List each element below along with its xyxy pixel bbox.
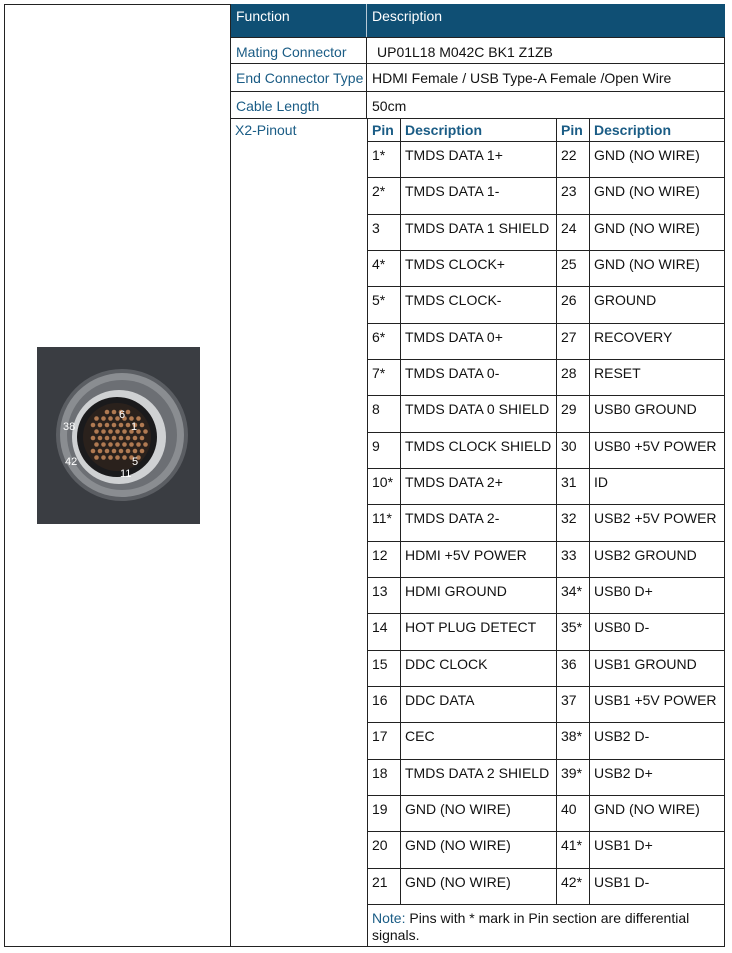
connector-pin — [133, 449, 138, 454]
pin-label-42: 42 — [65, 456, 78, 468]
connector-pin — [108, 455, 113, 460]
pin-description: GND (NO WIRE) — [405, 874, 511, 890]
grid-hline — [367, 141, 725, 142]
connector-pin — [105, 436, 110, 441]
connector-pin — [119, 436, 124, 441]
grid-hline — [367, 759, 725, 760]
pin-description: CEC — [405, 728, 435, 744]
table-header — [231, 4, 725, 37]
end-connector-label: End Connector Type — [236, 70, 364, 86]
pin-description: USB1 +5V POWER — [594, 692, 717, 708]
pin-number: 17 — [372, 728, 388, 744]
pin-number: 26 — [561, 292, 577, 308]
grid-hline — [367, 177, 725, 178]
grid-hline — [367, 541, 725, 542]
pin-number: 33 — [561, 547, 577, 563]
connector-pin — [91, 436, 96, 441]
cable-length-label: Cable Length — [236, 98, 320, 114]
pin-number: 12 — [372, 547, 388, 563]
cable-length-row — [231, 92, 725, 119]
connector-pin — [101, 429, 106, 434]
connector-pin — [94, 455, 99, 460]
pin-number: 18 — [372, 765, 388, 781]
pin-number: 32 — [561, 510, 577, 526]
connector-pin — [98, 436, 103, 441]
pin-description: DDC CLOCK — [405, 656, 488, 672]
pin-description: GND (NO WIRE) — [594, 147, 700, 163]
connector-pin — [140, 423, 145, 428]
pin-label-5: 5 — [132, 456, 139, 468]
connector-pin — [119, 449, 124, 454]
grid-hline — [367, 468, 725, 469]
pin-number: 22 — [561, 147, 577, 163]
grid-hline — [367, 868, 725, 869]
note-text: Pins with * mark in Pin section are differential signals. — [372, 910, 690, 943]
connector-pin — [108, 442, 113, 447]
pin-description: USB0 D- — [594, 619, 650, 635]
connector-pin — [122, 455, 127, 460]
pinout-header-description: Description — [405, 122, 483, 138]
connector-pin — [101, 442, 106, 447]
pin-description: TMDS DATA 1 SHIELD — [405, 220, 550, 236]
end-connector-value: HDMI Female / USB Type-A Female /Open Wire — [372, 70, 672, 86]
connector-pin — [126, 449, 131, 454]
grid-vline — [589, 118, 590, 904]
pin-number: 25 — [561, 256, 577, 272]
mating-connector-label: Mating Connector — [236, 44, 347, 60]
pin-number: 6* — [372, 329, 386, 345]
pin-number: 31 — [561, 474, 577, 490]
pin-description: USB2 D- — [594, 728, 650, 744]
pin-description: TMDS DATA 0+ — [405, 329, 503, 345]
mating-connector-row — [231, 37, 725, 64]
pin-number: 21 — [372, 874, 388, 890]
x2-pinout-label: X2-Pinout — [235, 122, 297, 138]
pin-description: TMDS DATA 0 SHIELD — [405, 401, 550, 417]
pin-number: 4* — [372, 256, 386, 272]
pin-description: TMDS DATA 0- — [405, 365, 500, 381]
pinout-note — [372, 910, 717, 944]
pin-number: 16 — [372, 692, 388, 708]
description-header: Description — [372, 8, 443, 24]
grid-hline — [367, 650, 725, 651]
end-connector-row — [231, 64, 725, 92]
connector-pin — [105, 449, 110, 454]
pinout-header-description2: Description — [594, 122, 672, 138]
grid-vline — [400, 118, 401, 904]
grid-hline — [367, 250, 725, 251]
pin-number: 1* — [372, 147, 386, 163]
pin-description: GND (NO WIRE) — [594, 801, 700, 817]
pin-description: USB1 D+ — [594, 837, 653, 853]
connector-pin — [101, 416, 106, 421]
connector-pin — [126, 410, 131, 415]
pin-description: HOT PLUG DETECT — [405, 619, 537, 635]
connector-pin — [112, 423, 117, 428]
pin-description: USB2 GROUND — [594, 547, 697, 563]
pin-description: GND (NO WIRE) — [594, 220, 700, 236]
connector-pin — [105, 410, 110, 415]
pin-number: 37 — [561, 692, 577, 708]
grid-hline — [367, 504, 725, 505]
connector-pin — [143, 442, 148, 447]
pin-description: GND (NO WIRE) — [405, 837, 511, 853]
grid-hline — [367, 722, 725, 723]
pin-number: 36 — [561, 656, 577, 672]
pin-description: USB2 D+ — [594, 765, 653, 781]
note-key: Note: — [372, 910, 406, 926]
pin-number: 28 — [561, 365, 577, 381]
function-header: Function — [236, 8, 290, 24]
connector-pin — [122, 429, 127, 434]
pin-label-38: 38 — [63, 421, 76, 433]
connector-pin — [98, 449, 103, 454]
pin-label-1: 1 — [131, 421, 138, 433]
grid-hline — [367, 359, 725, 360]
pin-description: HDMI +5V POWER — [405, 547, 527, 563]
mating-connector-value: UP01L18 M042C BK1 Z1ZB — [377, 44, 553, 60]
connector-pin — [122, 442, 127, 447]
grid-vline — [556, 118, 557, 904]
connector-pin — [115, 429, 120, 434]
pin-number: 19 — [372, 801, 388, 817]
grid-hline — [367, 395, 725, 396]
pin-number: 15 — [372, 656, 388, 672]
pin-number: 11* — [372, 510, 392, 526]
pin-number: 38* — [561, 728, 583, 744]
grid-vline — [367, 118, 368, 946]
pin-number: 35* — [561, 619, 583, 635]
grid-hline — [367, 795, 725, 796]
pin-number: 24 — [561, 220, 577, 236]
pin-number: 10* — [372, 474, 394, 490]
pin-number: 13 — [372, 583, 388, 599]
connector-pin — [112, 436, 117, 441]
connector-pin — [98, 423, 103, 428]
connector-pin — [119, 423, 124, 428]
pin-label-11: 11 — [120, 468, 132, 480]
cable-length-value: 50cm — [372, 98, 407, 114]
pin-number: 14 — [372, 619, 388, 635]
pin-description: TMDS CLOCK- — [405, 292, 502, 308]
pin-description: GND (NO WIRE) — [594, 256, 700, 272]
connector-pin — [94, 442, 99, 447]
grid-hline — [367, 323, 725, 324]
pin-description: GND (NO WIRE) — [405, 801, 511, 817]
grid-hline — [367, 831, 725, 832]
grid-hline — [367, 577, 725, 578]
pin-description: GND (NO WIRE) — [594, 183, 700, 199]
connector-pin — [140, 436, 145, 441]
connector-pin — [143, 429, 148, 434]
connector-pin — [108, 416, 113, 421]
connector-pin — [105, 423, 110, 428]
pin-number: 41* — [561, 837, 583, 853]
connector-pin — [94, 416, 99, 421]
pin-description: ID — [594, 474, 608, 490]
pin-description: USB0 GROUND — [594, 401, 697, 417]
grid-hline — [367, 214, 725, 215]
connector-pin — [136, 442, 141, 447]
pin-number: 8 — [372, 401, 380, 417]
connector-pin — [129, 442, 134, 447]
connector-pin — [101, 455, 106, 460]
pin-number: 7* — [372, 365, 386, 381]
pin-description: USB0 +5V POWER — [594, 438, 717, 454]
pin-number: 20 — [372, 837, 388, 853]
connector-pin — [112, 449, 117, 454]
connector-pin — [115, 455, 120, 460]
pin-number: 42* — [561, 874, 583, 890]
connector-illustration — [37, 347, 200, 524]
connector-photo — [37, 347, 200, 524]
connector-pin — [115, 442, 120, 447]
grid-hline — [367, 904, 725, 905]
pin-description: USB0 D+ — [594, 583, 653, 599]
grid-hline — [367, 686, 725, 687]
pin-number: 2* — [372, 183, 386, 199]
pin-number: 9 — [372, 438, 380, 454]
pin-description: TMDS DATA 2- — [405, 510, 500, 526]
pin-number: 39* — [561, 765, 583, 781]
pin-description: USB1 D- — [594, 874, 650, 890]
pinout-header-pin: Pin — [372, 122, 394, 138]
connector-pin — [112, 410, 117, 415]
pin-number: 27 — [561, 329, 577, 345]
pin-description: DDC DATA — [405, 692, 475, 708]
grid-hline — [367, 613, 725, 614]
connector-pin — [126, 423, 131, 428]
pin-number: 23 — [561, 183, 577, 199]
connector-pin — [126, 436, 131, 441]
pin-description: RESET — [594, 365, 641, 381]
connector-pin — [133, 436, 138, 441]
pin-description: TMDS DATA 2 SHIELD — [405, 765, 550, 781]
pin-number: 29 — [561, 401, 577, 417]
connector-pin — [91, 449, 96, 454]
pin-description: USB2 +5V POWER — [594, 510, 717, 526]
pinout-header-pin2: Pin — [561, 122, 583, 138]
pin-label-6: 6 — [119, 409, 126, 421]
pin-number: 34* — [561, 583, 583, 599]
pin-description: RECOVERY — [594, 329, 673, 345]
connector-pin — [108, 429, 113, 434]
pin-number: 40 — [561, 801, 577, 817]
connector-pin — [94, 429, 99, 434]
grid-vline — [724, 118, 725, 946]
pin-description: GROUND — [594, 292, 657, 308]
pin-description: USB1 GROUND — [594, 656, 697, 672]
pin-description: TMDS DATA 1- — [405, 183, 500, 199]
pin-number: 5* — [372, 292, 386, 308]
pin-description: HDMI GROUND — [405, 583, 507, 599]
pin-description: TMDS CLOCK SHIELD — [405, 438, 552, 454]
pin-description: TMDS DATA 1+ — [405, 147, 503, 163]
pin-number: 3 — [372, 220, 380, 236]
connector-pin — [140, 449, 145, 454]
grid-hline — [367, 286, 725, 287]
pin-description: TMDS CLOCK+ — [405, 256, 505, 272]
pin-description: TMDS DATA 2+ — [405, 474, 503, 490]
grid-hline — [367, 432, 725, 433]
pin-number: 30 — [561, 438, 577, 454]
connector-pin — [91, 423, 96, 428]
